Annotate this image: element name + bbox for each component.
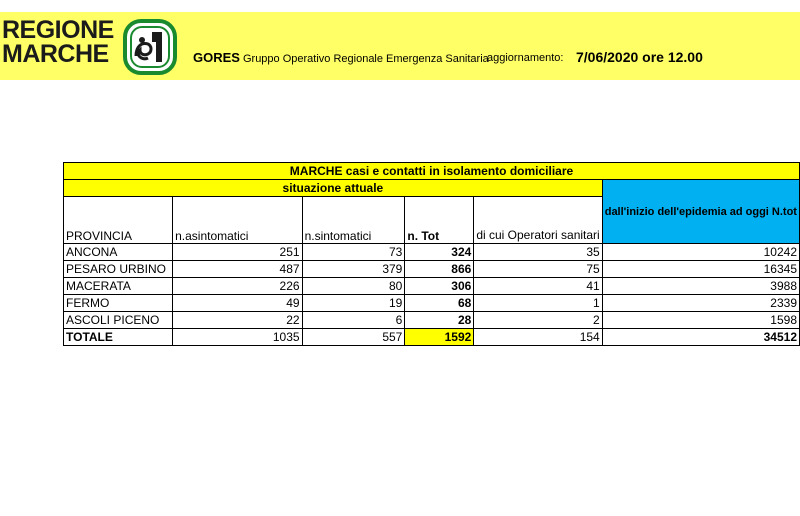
- operatori-cell: 1: [474, 295, 602, 312]
- provincia-cell: MACERATA: [64, 278, 173, 295]
- provincia-cell: FERMO: [64, 295, 173, 312]
- operatori-cell: 75: [474, 261, 602, 278]
- since-start-cell: 16345: [602, 261, 799, 278]
- table-row: [64, 295, 800, 312]
- asintomatici-cell: 487: [173, 261, 302, 278]
- total-row: [64, 329, 800, 346]
- col-header-sintomatici: n.sintomatici: [302, 197, 405, 244]
- provincia-cell: PESARO URBINO: [64, 261, 173, 278]
- sintomatici-cell: 80: [302, 278, 405, 295]
- sintomatici-cell: 19: [302, 295, 405, 312]
- asintomatici-cell: 226: [173, 278, 302, 295]
- isolation-table: [63, 162, 800, 346]
- table-subtitle: situazione attuale: [64, 180, 603, 197]
- col-header-provincia: PROVINCIA: [64, 197, 173, 244]
- total-label: TOTALE: [64, 329, 173, 346]
- tot-cell: 28: [405, 312, 474, 329]
- region-emblem-icon: [122, 18, 178, 76]
- col-header-operatori: di cui Operatori sanitari: [474, 197, 602, 244]
- total-operatori: 154: [474, 329, 602, 346]
- operatori-cell: 35: [474, 244, 602, 261]
- total-sintomatici: 557: [302, 329, 405, 346]
- update-date: 7/06/2020 ore 12.00: [576, 49, 703, 65]
- since-start-header: dall'inizio dell'epidemia ad oggi N.tot: [602, 180, 799, 244]
- total-since-start: 34512: [602, 329, 799, 346]
- col-header-asintomatici: n.asintomatici: [173, 197, 302, 244]
- region-logo-text: [2, 18, 122, 66]
- provincia-cell: ANCONA: [64, 244, 173, 261]
- since-start-cell: 3988: [602, 278, 799, 295]
- since-start-cell: 10242: [602, 244, 799, 261]
- operatori-cell: 41: [474, 278, 602, 295]
- sintomatici-cell: 73: [302, 244, 405, 261]
- table-title: MARCHE casi e contatti in isolamento domiciliare: [64, 163, 800, 180]
- sintomatici-cell: 379: [302, 261, 405, 278]
- sintomatici-cell: 6: [302, 312, 405, 329]
- table-row: [64, 278, 800, 295]
- total-tot: 1592: [405, 329, 474, 346]
- gores-heading: [193, 50, 489, 65]
- asintomatici-cell: 49: [173, 295, 302, 312]
- header-banner: [0, 12, 800, 80]
- total-asintomatici: 1035: [173, 329, 302, 346]
- logo-line-1: REGIONE: [2, 16, 114, 44]
- gores-acronym: GORES: [193, 50, 240, 65]
- since-start-cell: 1598: [602, 312, 799, 329]
- logo-line-2: MARCHE: [2, 40, 109, 68]
- tot-cell: 324: [405, 244, 474, 261]
- update-label: aggiornamento:: [487, 52, 564, 64]
- tot-cell: 68: [405, 295, 474, 312]
- table-row: [64, 312, 800, 329]
- table-row: [64, 244, 800, 261]
- gores-full-name: Gruppo Operativo Regionale Emergenza Sanitaria: [242, 53, 489, 65]
- asintomatici-cell: 22: [173, 312, 302, 329]
- table-row: [64, 261, 800, 278]
- asintomatici-cell: 251: [173, 244, 302, 261]
- operatori-cell: 2: [474, 312, 602, 329]
- since-start-cell: 2339: [602, 295, 799, 312]
- col-header-tot: n. Tot: [405, 197, 474, 244]
- provincia-cell: ASCOLI PICENO: [64, 312, 173, 329]
- tot-cell: 306: [405, 278, 474, 295]
- tot-cell: 866: [405, 261, 474, 278]
